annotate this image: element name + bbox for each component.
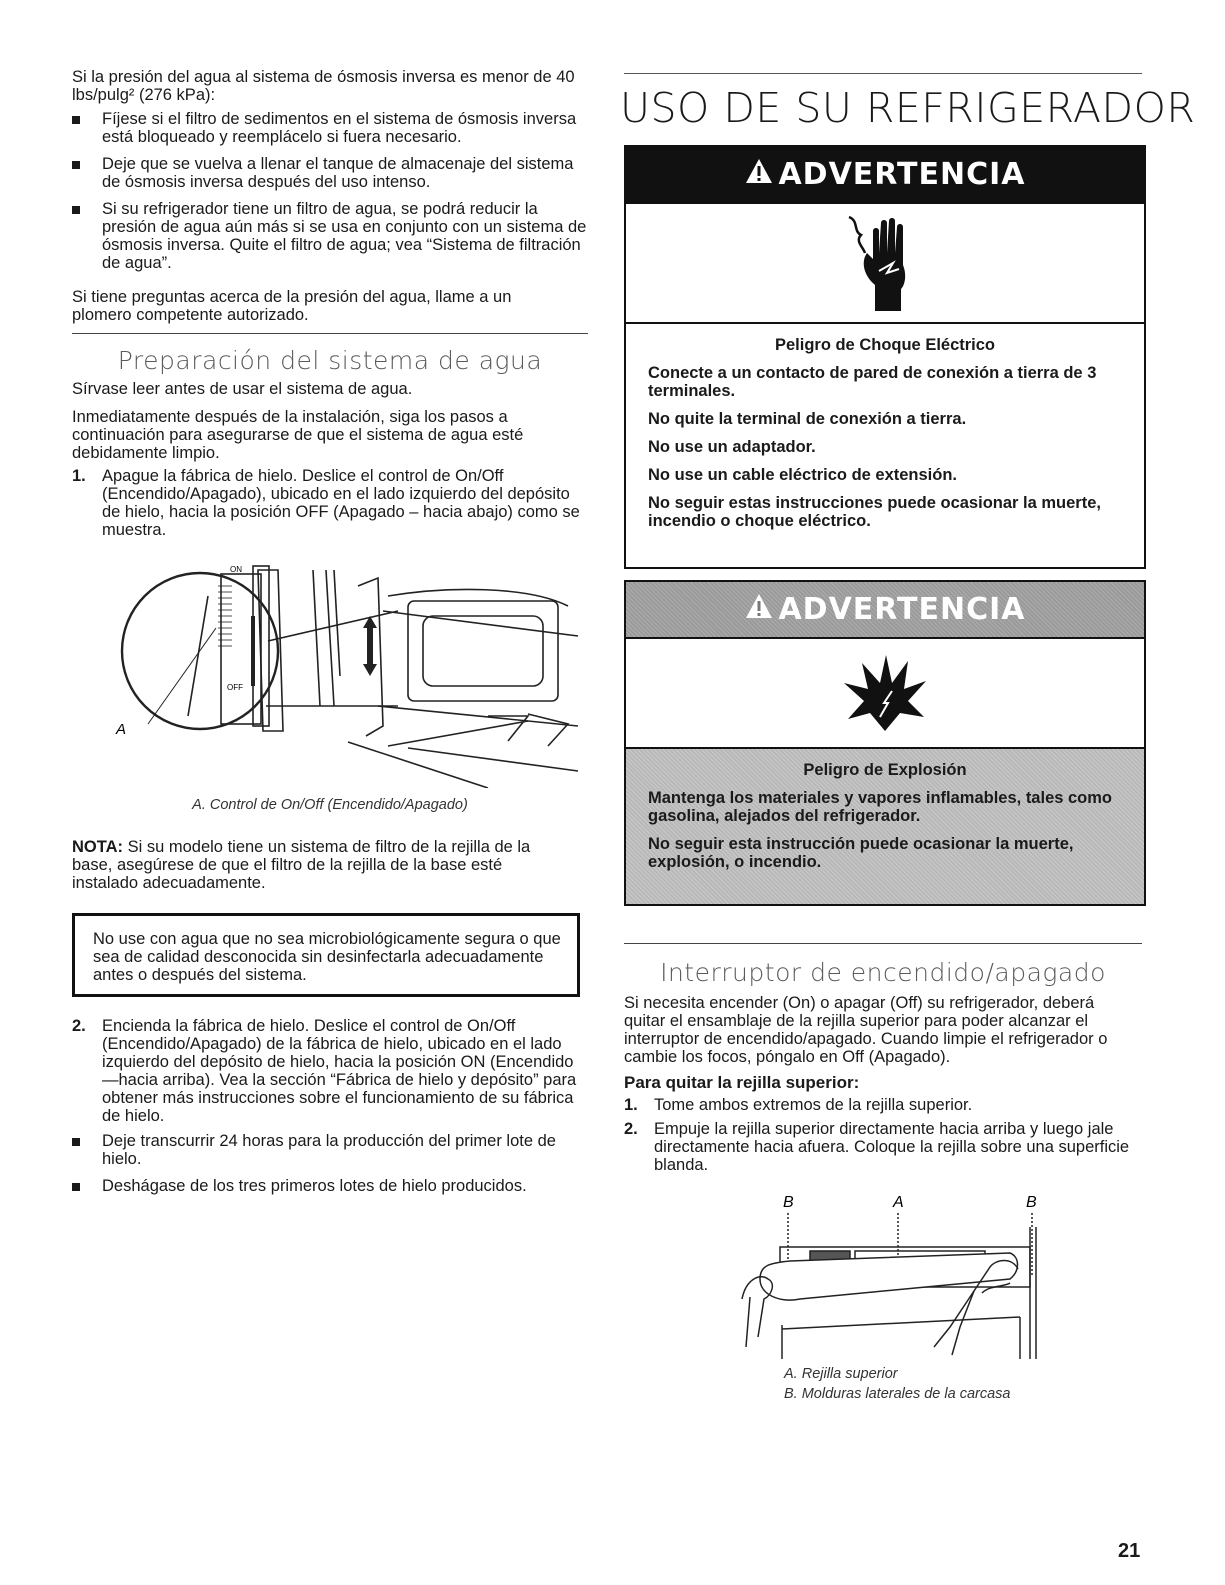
warning-text-block	[626, 324, 1144, 530]
on-label: ON	[230, 565, 242, 574]
warning-triangle-icon	[744, 157, 774, 193]
warning-triangle-icon	[744, 592, 774, 628]
warning-header-label: ADVERTENCIA	[778, 157, 1026, 192]
section-divider	[624, 943, 1142, 944]
callout-b-right: B	[1026, 1194, 1037, 1211]
step-text: Empuje la rejilla superior directamente hacia arriba y luego jale directamente hacia afuera. Coloque la rejilla sobre una superficie blanda.	[654, 1120, 1130, 1174]
nota-text: Si su modelo tiene un sistema de filtro de la rejilla de la base, asegúrese de que el filtro de la rejilla de la base esté instalado adecuadamente.	[72, 838, 531, 892]
figure-callout-a: A	[116, 721, 127, 738]
explosion-icon	[840, 653, 930, 733]
figure-caption: A. Control de On/Off (Encendido/Apagado)	[192, 797, 468, 813]
warning-header-label: ADVERTENCIA	[778, 592, 1026, 627]
step-text: Encienda la fábrica de hielo. Deslice el control de On/Off (Encendido/Apagado) de la fábrica de hielo, ubicado en el lado izquierdo del depósito de hielo, hacia la posición ON (Encendido—hacia arriba). Vea la sección “Fábrica de hielo y depósito” para obtener más instrucciones sobre el funcionamiento de su fábrica de hielo.	[102, 1017, 577, 1125]
step-2	[624, 1120, 1139, 1174]
figure-caption-a: A. Rejilla superior	[784, 1366, 898, 1382]
step-number: 1.	[624, 1096, 638, 1114]
warning-line: Mantenga los materiales y vapores inflamables, tales como gasolina, alejados del refrigerador.	[648, 789, 1113, 825]
warning-header	[626, 582, 1144, 637]
warning-line: No use un cable eléctrico de extensión.	[648, 466, 958, 484]
notice-box	[72, 913, 580, 997]
list-item: Deshágase de los tres primeros lotes de hielo producidos.	[72, 1177, 562, 1195]
warning-title: Peligro de Choque Eléctrico	[774, 336, 996, 354]
list-item: Si su refrigerador tiene un filtro de agua, se podrá reducir la presión de agua aún más si se usa en conjunto con un sistema de ósmosis inversa. Quite el filtro de agua; vea “Sistema de filtración de agua”.	[72, 200, 588, 272]
step-text: Apague la fábrica de hielo. Deslice el control de On/Off (Encendido/Apagado), ubicado en el lado izquierdo del depósito de hielo, hacia la posición OFF (Apagado – hacia abajo) como se muestra.	[102, 467, 580, 539]
step-2	[72, 1017, 588, 1125]
figure-caption-b: B. Molduras laterales de la carcasa	[784, 1386, 1011, 1402]
title-rule	[624, 73, 1142, 74]
warning-line: No quite la terminal de conexión a tierra.	[648, 410, 967, 428]
off-label: OFF	[227, 683, 243, 692]
switch-description: Si necesita encender (On) o apagar (Off) su refrigerador, deberá quitar el ensamblaje de la rejilla superior para poder alcanzar el interruptor de encendido/apagado. Cuando limpie el refrigerador o cambie los focos, póngalo en Off (Apagado).	[624, 994, 1108, 1066]
pressure-bullet-list	[72, 110, 588, 272]
warning-title: Peligro de Explosión	[803, 761, 967, 779]
grille-steps	[624, 1096, 1139, 1174]
nota-paragraph	[72, 838, 572, 892]
final-bullet-list	[72, 1132, 562, 1195]
warning-pictogram-box	[626, 637, 1144, 749]
list-item: Deje que se vuelva a llenar el tanque de almacenaje del sistema de ósmosis inversa después del uso intenso.	[72, 155, 588, 191]
section-divider	[72, 333, 588, 334]
page-title: USO DE SU REFRIGERADOR	[620, 84, 1196, 132]
section-title-power-switch: Interruptor de encendido/apagado	[660, 958, 1106, 987]
warning-header	[626, 147, 1144, 202]
warning-line: No seguir estas instrucciones puede ocasionar la muerte, incendio o choque eléctrico.	[648, 494, 1101, 530]
section-title-water-system: Preparación del sistema de agua	[117, 346, 543, 375]
pressure-note: Si tiene preguntas acerca de la presión del agua, llame a un plomero competente autorizado.	[72, 288, 512, 324]
notice-text: No use con agua que no sea microbiológicamente segura o que sea de calidad desconocida sin desinfectarla adecuadamente antes o después del sistema.	[93, 930, 561, 984]
step-1	[624, 1096, 1139, 1114]
warning-line: No use un adaptador.	[648, 438, 816, 456]
warning-line: Conecte a un contacto de pared de conexión a tierra de 3 terminales.	[648, 364, 1097, 400]
step-1	[72, 467, 588, 539]
page-number: 21	[1118, 1540, 1141, 1562]
warning-text-block	[626, 749, 1144, 871]
warning-pictogram-box	[626, 202, 1144, 324]
ice-maker-switch-figure	[108, 556, 598, 788]
electric-shock-hand-icon	[845, 213, 925, 313]
step-number: 1.	[72, 467, 86, 485]
callout-b-left: B	[783, 1194, 794, 1211]
callout-a: A	[893, 1194, 904, 1211]
top-grille-figure	[720, 1187, 1060, 1359]
read-first-text: Sírvase leer antes de usar el sistema de agua.	[72, 380, 413, 398]
after-install-text: Inmediatamente después de la instalación, siga los pasos a continuación para asegurarse de que el sistema de agua esté debidamente limpio.	[72, 408, 524, 462]
list-item: Fíjese si el filtro de sedimentos en el sistema de ósmosis inversa está bloqueado y reemplácelo si fuera necesario.	[72, 110, 588, 146]
explosion-warning	[624, 580, 1146, 906]
step-text: Tome ambos extremos de la rejilla superior.	[654, 1096, 973, 1114]
list-item: Deje transcurrir 24 horas para la producción del primer lote de hielo.	[72, 1132, 562, 1168]
electric-shock-warning	[624, 145, 1146, 569]
nota-label: NOTA:	[72, 838, 124, 856]
remove-grille-heading: Para quitar la rejilla superior:	[624, 1073, 860, 1092]
step-number: 2.	[624, 1120, 638, 1138]
pressure-intro: Si la presión del agua al sistema de ósmosis inversa es menor de 40 lbs/pulg² (276 kPa):	[72, 68, 575, 104]
step-number: 2.	[72, 1017, 86, 1035]
warning-line: No seguir esta instrucción puede ocasionar la muerte, explosión, o incendio.	[648, 835, 1074, 871]
